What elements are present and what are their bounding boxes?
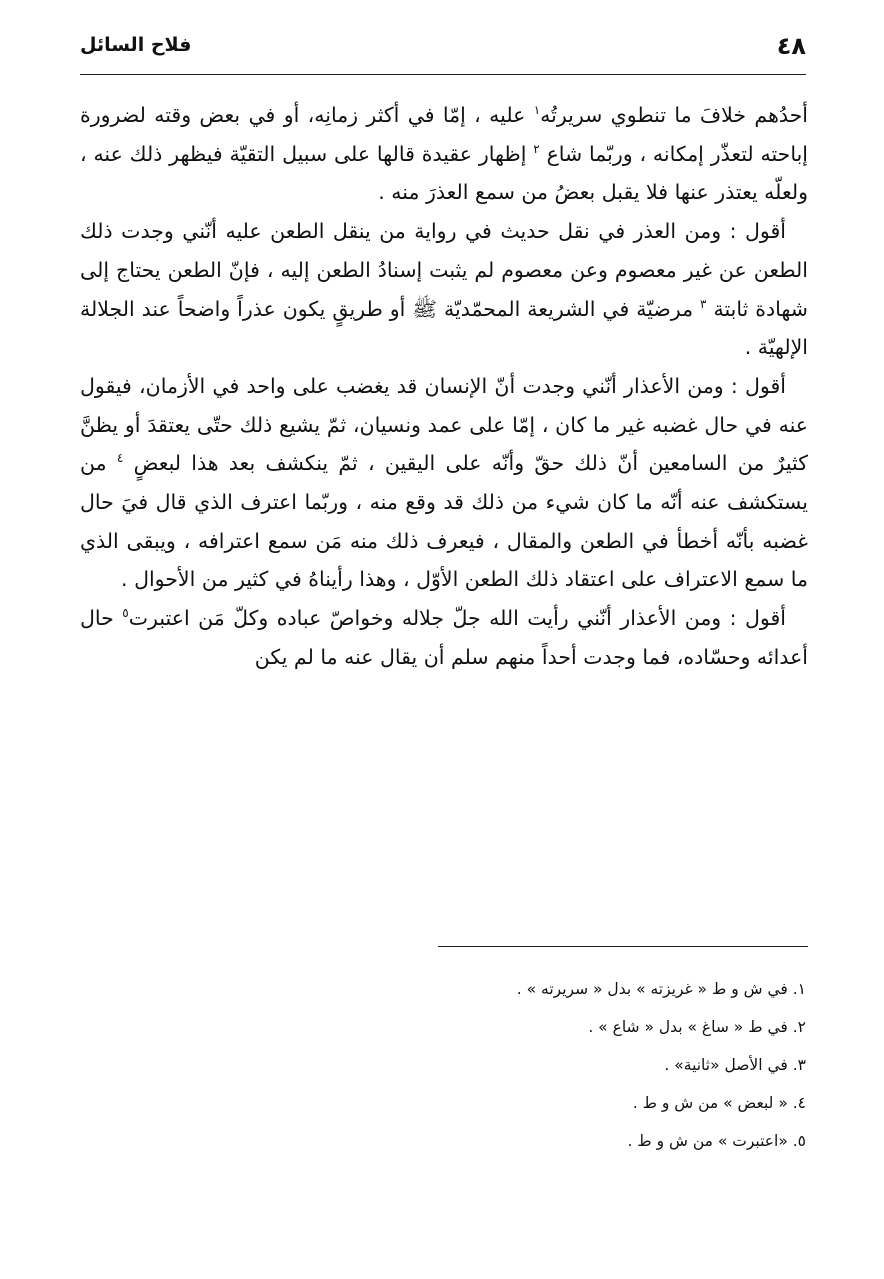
- footnote-1: ١. في ش و ط « غريزته » بدل « سريرته » .: [516, 980, 806, 998]
- footnotes: [406, 970, 806, 1160]
- footnote-2: ٢. في ط « ساغ » بدل « شاع » .: [588, 1018, 806, 1036]
- footnote-ref-5: ٥: [122, 606, 129, 621]
- paragraph-2: [80, 212, 808, 367]
- running-title: فلاح السائل: [80, 34, 192, 56]
- footnote-ref-3: ٣: [700, 296, 707, 311]
- text-span: إظهار عقيدة قالها على سبيل التقيّة فيظهر ذلك عنه ، ولعلّه يعتذر عنها فلا يقبل بعضُ من سمع العذرَ منه .: [80, 141, 808, 205]
- paragraph-1: [80, 96, 808, 212]
- footnote-ref-1: ١: [533, 103, 541, 117]
- text-span: عليه ، إمّا في أكثر زمانِه، أو في بعض وقته لضرورة إباحته لتعذّر إمكانه ، وربّما شاع: [80, 103, 809, 166]
- footnote-divider: [438, 946, 808, 947]
- text-span: من يستكشف عنه أنّه ما كان شيء من ذلك قد وقع منه ، وربّما اعترف الذي قال فيَ حال غضبه بأنّه أخطأ في الطعن والمقال ، فيعرف ذلك منه مَن سمع اعترافه ، ويبقى الذي ما سمع الاعتراف على اعتقاد ذلك الطعن الأوّل ، وهذا رأيناهُ في كثير من الأحوال .: [80, 451, 808, 592]
- text-span: أقول : ومن الأعذار أنّني وجدت أنّ الإنسان قد يغضب على واحد في الأزمان، فيقول عنه في حال غضبه غير ما كان ، إمّا على عمد ونسيان، ثمّ يشيع ذلك حتّى يعتقدَ أو يظنَّ كثيرٌ من السامعين أنّ ذلك حقّ وأنّه على اليقين ، ثمّ ينكشف بعد هذا لبعضٍ: [80, 373, 809, 476]
- text-span: مرضيّة في الشريعة المحمّديّة ﷺ أو طريقٍ يكون عذراً واضحاً عند الجلالة الإلهيّة .: [80, 296, 808, 360]
- paragraph-4: [80, 599, 808, 676]
- header-divider: [80, 74, 806, 75]
- footnote-ref-4: ٤: [116, 451, 124, 466]
- text-span: أقول : ومن الأعذار أنّني رأيت الله جلّ جلاله وخواصّ عباده وكلّ مَن اعتبرت: [128, 606, 786, 631]
- main-text: [80, 96, 808, 677]
- footnote-5: ٥. «اعتبرت » من ش و ط .: [627, 1132, 806, 1150]
- page-number: ٤٨: [776, 32, 806, 60]
- text-span: أقول : ومن العذر في نقل حديث في رواية من ينقل الطعن عليه أنّني وجدت ذلك الطعن عن غير معصوم وعن معصوم لم يثبت إسنادُ الطعن إليه ، فإنّ الطعن يحتاج إلى شهادة ثابتة: [80, 219, 808, 321]
- footnote-ref-2: ٢: [533, 141, 540, 156]
- text-span: حال أعدائه وحسّاده، فما وجدت أحداً منهم سلم أن يقال عنه ما لم يكن: [80, 606, 808, 669]
- footnote-3: ٣. في الأصل «ثانية» .: [664, 1056, 806, 1074]
- text-span: أحدُهم خلافَ ما تنطوي سريرتُه: [540, 103, 809, 127]
- footnote-4: ٤. « لبعض » من ش و ط .: [632, 1094, 806, 1112]
- paragraph-3: [80, 367, 808, 599]
- page-header: [80, 26, 806, 74]
